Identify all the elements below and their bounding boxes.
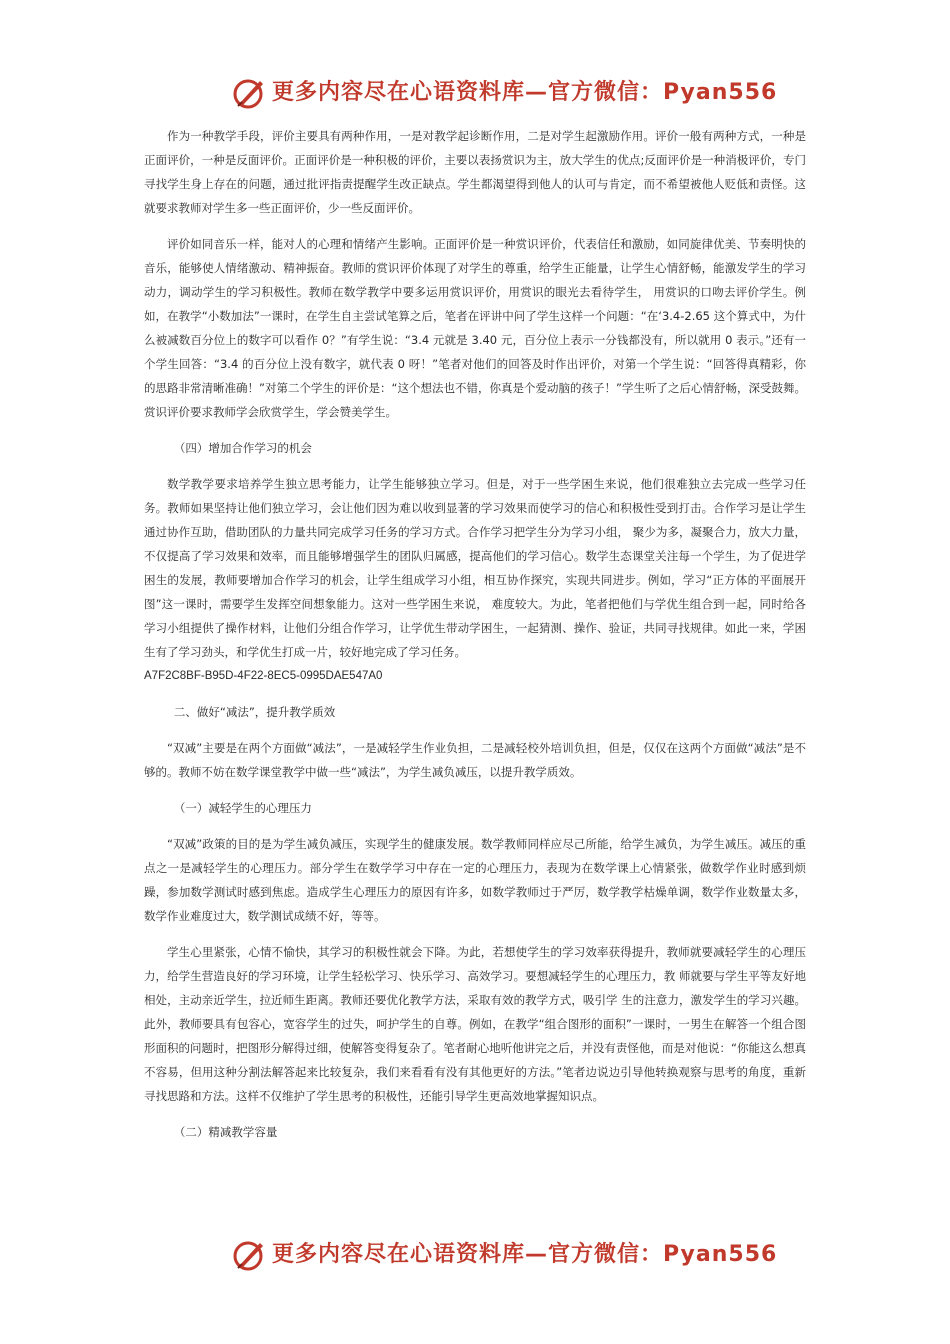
section-heading: 二、做好“减法”，提升教学质效 xyxy=(173,705,336,719)
quill-pen-circle-icon xyxy=(230,76,270,110)
paragraph: 数学教学要求培养学生独立思考能力，让学生能够独立学习。但是，对于一些学困生来说，他们很难独立去完成一些学习任务。教师如果坚持让他们独立学习，会让他们因为难以收到显著的学习效果而使学习的信心和积极性受到打击。合作学习是让学生通过协作互助，借助团队的力量共同完成学习任务的学习方式。合作学习把学生分为学习小组， 聚少为多，凝聚合力，放大力量，不仅提高了学习效果和效率，而且能够增强学生的团队归属感，提高他们的学习信心。数学生态课堂关注每一个学生，为了促进学困生的发展，教师要增加合作学习的机会，让学生组成学习小组，相互协作探究，实现共同进步。例如，学习“正方体的平面展开图”这一课时，需要学生发挥空间想象能力。这对一些学困生来说， 难度较大。为此，笔者把他们与学优生组合到一起，同时给各学习小组提供了操作材料，让他们分组合作学习，让学优生带动学困生，一起猜测、操作、验证，共同寻找规律。如此一来，学困生有了学习劲头，和学优生打成一片，较好地完成了学习任务。 xyxy=(144,477,806,659)
paragraph: 评价如同音乐一样，能对人的心理和情绪产生影响。正面评价是一种赏识评价，代表信任和激励，如同旋律优美、节奏明快的音乐，能够使人情绪激动、精神振奋。教师的赏识评价体现了对学生的尊重，给学生正能量，让学生心情舒畅，能激发学生的学习动力，调动学生的学习积极性。教师在数学教学中要多运用赏识评价，用赏识的眼光去看待学生， 用赏识的口吻去评价学生。例如，在教学“小数加法”一课时，在学生自主尝试笔算之后，笔者在评讲中问了学生这样一个问题：“在‘3.4-2.65 这个算式中，为什么被减数百分位上的数字可以看作 0？”有学生说：“3.4 元就是 3.40 元，百分位上表示一分钱都没有，所以就用 0 表示。”还有一个学生回答：“3.4 的百分位上没有数字，就代表 0 呀！”笔者对他们的回答及时作出评价，对第一个学生说：“回答得真精彩，你的思路非常清晰准确！”对第二个学生的评价是：“这个想法也不错，你真是个爱动脑的孩子！”学生听了之后心情舒畅，深受鼓舞。赏识评价要求教师学会欣赏学生，学会赞美学生。 xyxy=(144,237,806,419)
document-body xyxy=(144,124,806,1156)
footer-watermark xyxy=(0,1236,950,1276)
section-heading: （一）减轻学生的心理压力 xyxy=(173,801,312,815)
document-id: A7F2C8BF-B95D-4F22-8EC5-0995DAE547A0 xyxy=(144,670,383,682)
watermark-text: 更多内容尽在心语资料库—官方微信：Pyan556 xyxy=(272,1242,778,1267)
paragraph: “双减”政策的目的是为学生减负减压，实现学生的健康发展。数学教师同样应尽己所能，给学生减负，为学生减压。减压的重点之一是减轻学生的心理压力。部分学生在数学学习中存在一定的心理压力，表现为在数学课上心情紧张，做数学作业时感到烦躁，参加数学测试时感到焦虑。造成学生心理压力的原因有许多，如数学教师过于严厉，数学教学枯燥单调，数学作业数量太多，数学作业难度过大，数学测试成绩不好，等等。 xyxy=(144,837,806,923)
header-watermark xyxy=(0,74,950,114)
section-heading: （四）增加合作学习的机会 xyxy=(173,441,312,455)
paragraph: “双减”主要是在两个方面做“减法”，一是减轻学生作业负担，二是减轻校外培训负担，但是，仅仅在这两个方面做“减法”是不够的。教师不妨在数学课堂教学中做一些“减法”，为学生减负减压，以提升教学质效。 xyxy=(144,741,806,779)
paragraph: 学生心里紧张，心情不愉快，其学习的积极性就会下降。为此，若想使学生的学习效率获得提升，教师就要减轻学生的心理压力，给学生营造良好的学习环境，让学生轻松学习、快乐学习、高效学习。要想减轻学生的心理压力，教 师就要与学生平等友好地相处，主动亲近学生，拉近师生距离。教师还要优化教学方法，采取有效的教学方式，吸引学 生的注意力，激发学生的学习兴趣。此外，教师要具有包容心，宽容学生的过失，呵护学生的自尊。例如，在教学“组合图形的面积”一课时，一男生在解答一个组合图形面积的问题时，把图形分解得过细，使解答变得复杂了。笔者耐心地听他讲完之后，并没有责怪他，而是对他说：“你能这么想真不容易，但用这种分割法解答起来比较复杂，我们来看看有没有其他更好的方法。”笔者边说边引导他转换观察与思考的角度，重新寻找思路和方法。这样不仅维护了学生思考的积极性，还能引导学生更高效地掌握知识点。 xyxy=(144,945,806,1103)
paragraph: 作为一种教学手段，评价主要具有两种作用，一是对教学起诊断作用，二是对学生起激励作用。评价一般有两种方式，一种是正面评价，一种是反面评价。正面评价是一种积极的评价，主要以表扬赏识为主，放大学生的优点;反面评价是一种消极评价，专门寻找学生身上存在的问题，通过批评指责提醒学生改正缺点。学生都渴望得到他人的认可与肯定，而不希望被他人贬低和责怪。这就要求教师对学生多一些正面评价，少一些反面评价。 xyxy=(144,129,806,215)
quill-pen-circle-icon xyxy=(230,1238,270,1272)
watermark-text: 更多内容尽在心语资料库—官方微信：Pyan556 xyxy=(272,80,778,105)
section-heading: （二）精减教学容量 xyxy=(173,1125,278,1139)
